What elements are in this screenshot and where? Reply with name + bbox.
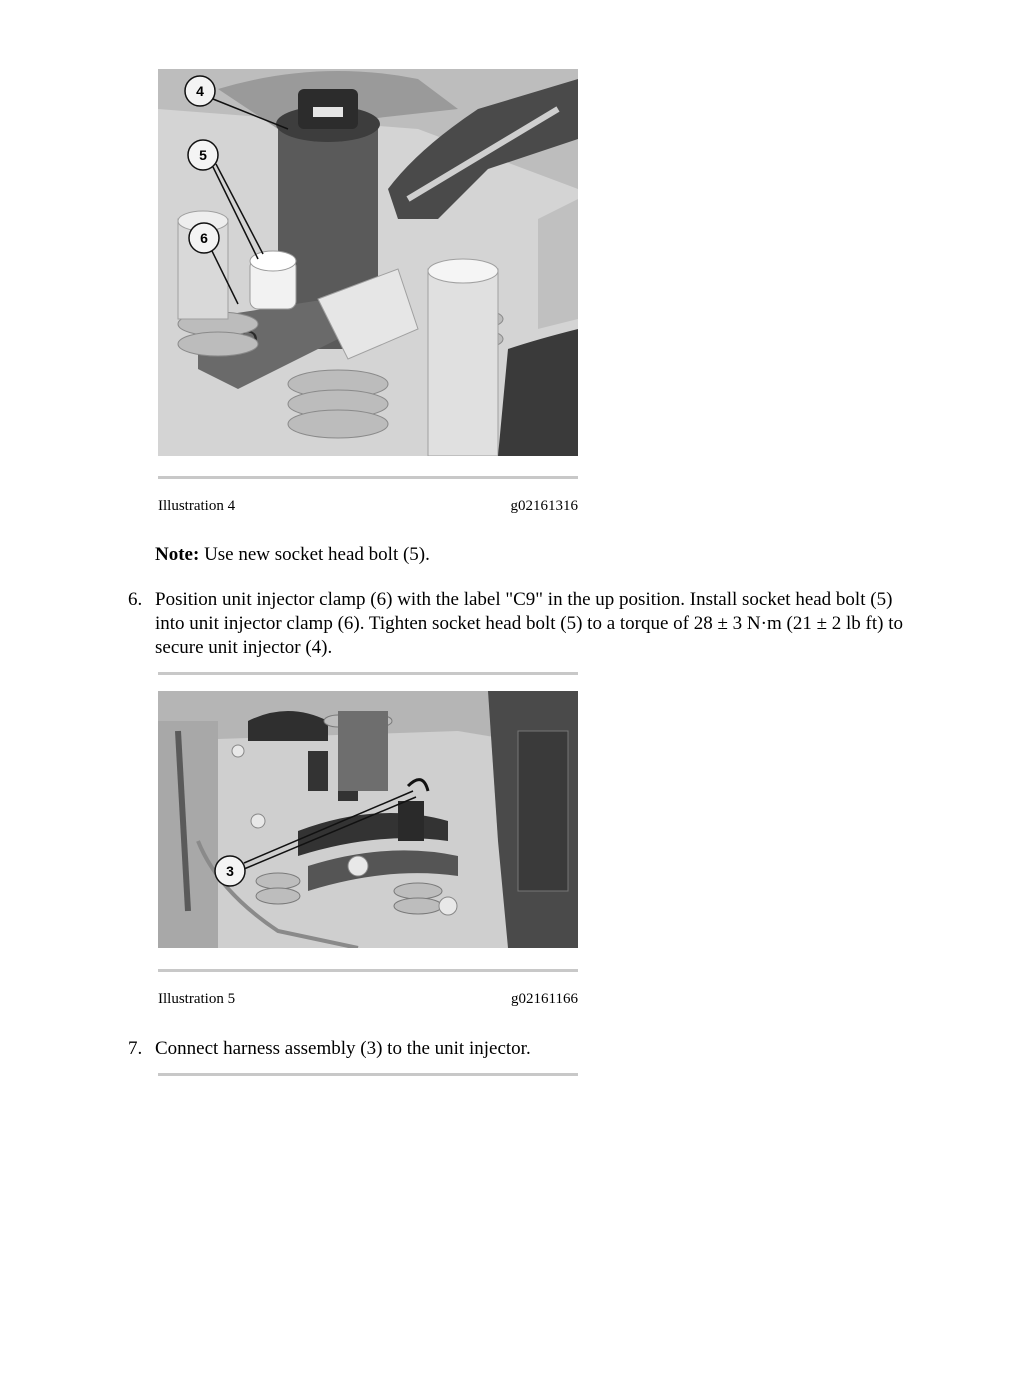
illustration-4-label: Illustration 4 <box>158 498 236 514</box>
svg-text:6: 6 <box>200 230 208 246</box>
figure-5-top-divider <box>158 672 578 675</box>
step-6-text: Position unit injector clamp (6) with the label "C9" in the up position. Install socket head bolt (5) into unit injector clamp (6). Tighten socket head bolt (5) to a torque of 28 ± 3 N·m (21 ± 2 lb ft) to secure unit injector (4). <box>155 589 904 658</box>
svg-text:5: 5 <box>199 147 207 163</box>
illustration-5-image <box>158 691 578 948</box>
figure-4-divider <box>158 476 578 479</box>
step-6-number: 6. <box>128 589 143 610</box>
callout-5 <box>188 140 218 170</box>
illustration-4-image <box>158 69 578 456</box>
illustration-5-label: Illustration 5 <box>158 991 236 1007</box>
illustration-5-caption <box>158 991 578 1008</box>
note-text: Use new socket head bolt (5). <box>199 544 430 565</box>
injector-clamp-drawing <box>158 69 578 456</box>
note-paragraph <box>155 543 430 567</box>
bottom-divider <box>158 1073 578 1076</box>
svg-text:4: 4 <box>196 83 204 99</box>
note-label: Note: <box>155 544 200 565</box>
harness-assembly-drawing <box>158 691 578 948</box>
illustration-4-caption <box>158 498 578 515</box>
step-7-text: Connect harness assembly (3) to the unit injector. <box>155 1038 531 1059</box>
svg-text:3: 3 <box>226 863 234 879</box>
illustration-4-code: g02161316 <box>510 498 578 514</box>
figure-5-divider <box>158 969 578 972</box>
step-7-number: 7. <box>128 1038 143 1059</box>
callout-4 <box>185 76 215 106</box>
callout-6 <box>189 223 219 253</box>
callout-3 <box>215 856 245 886</box>
illustration-5-code: g02161166 <box>511 991 578 1007</box>
